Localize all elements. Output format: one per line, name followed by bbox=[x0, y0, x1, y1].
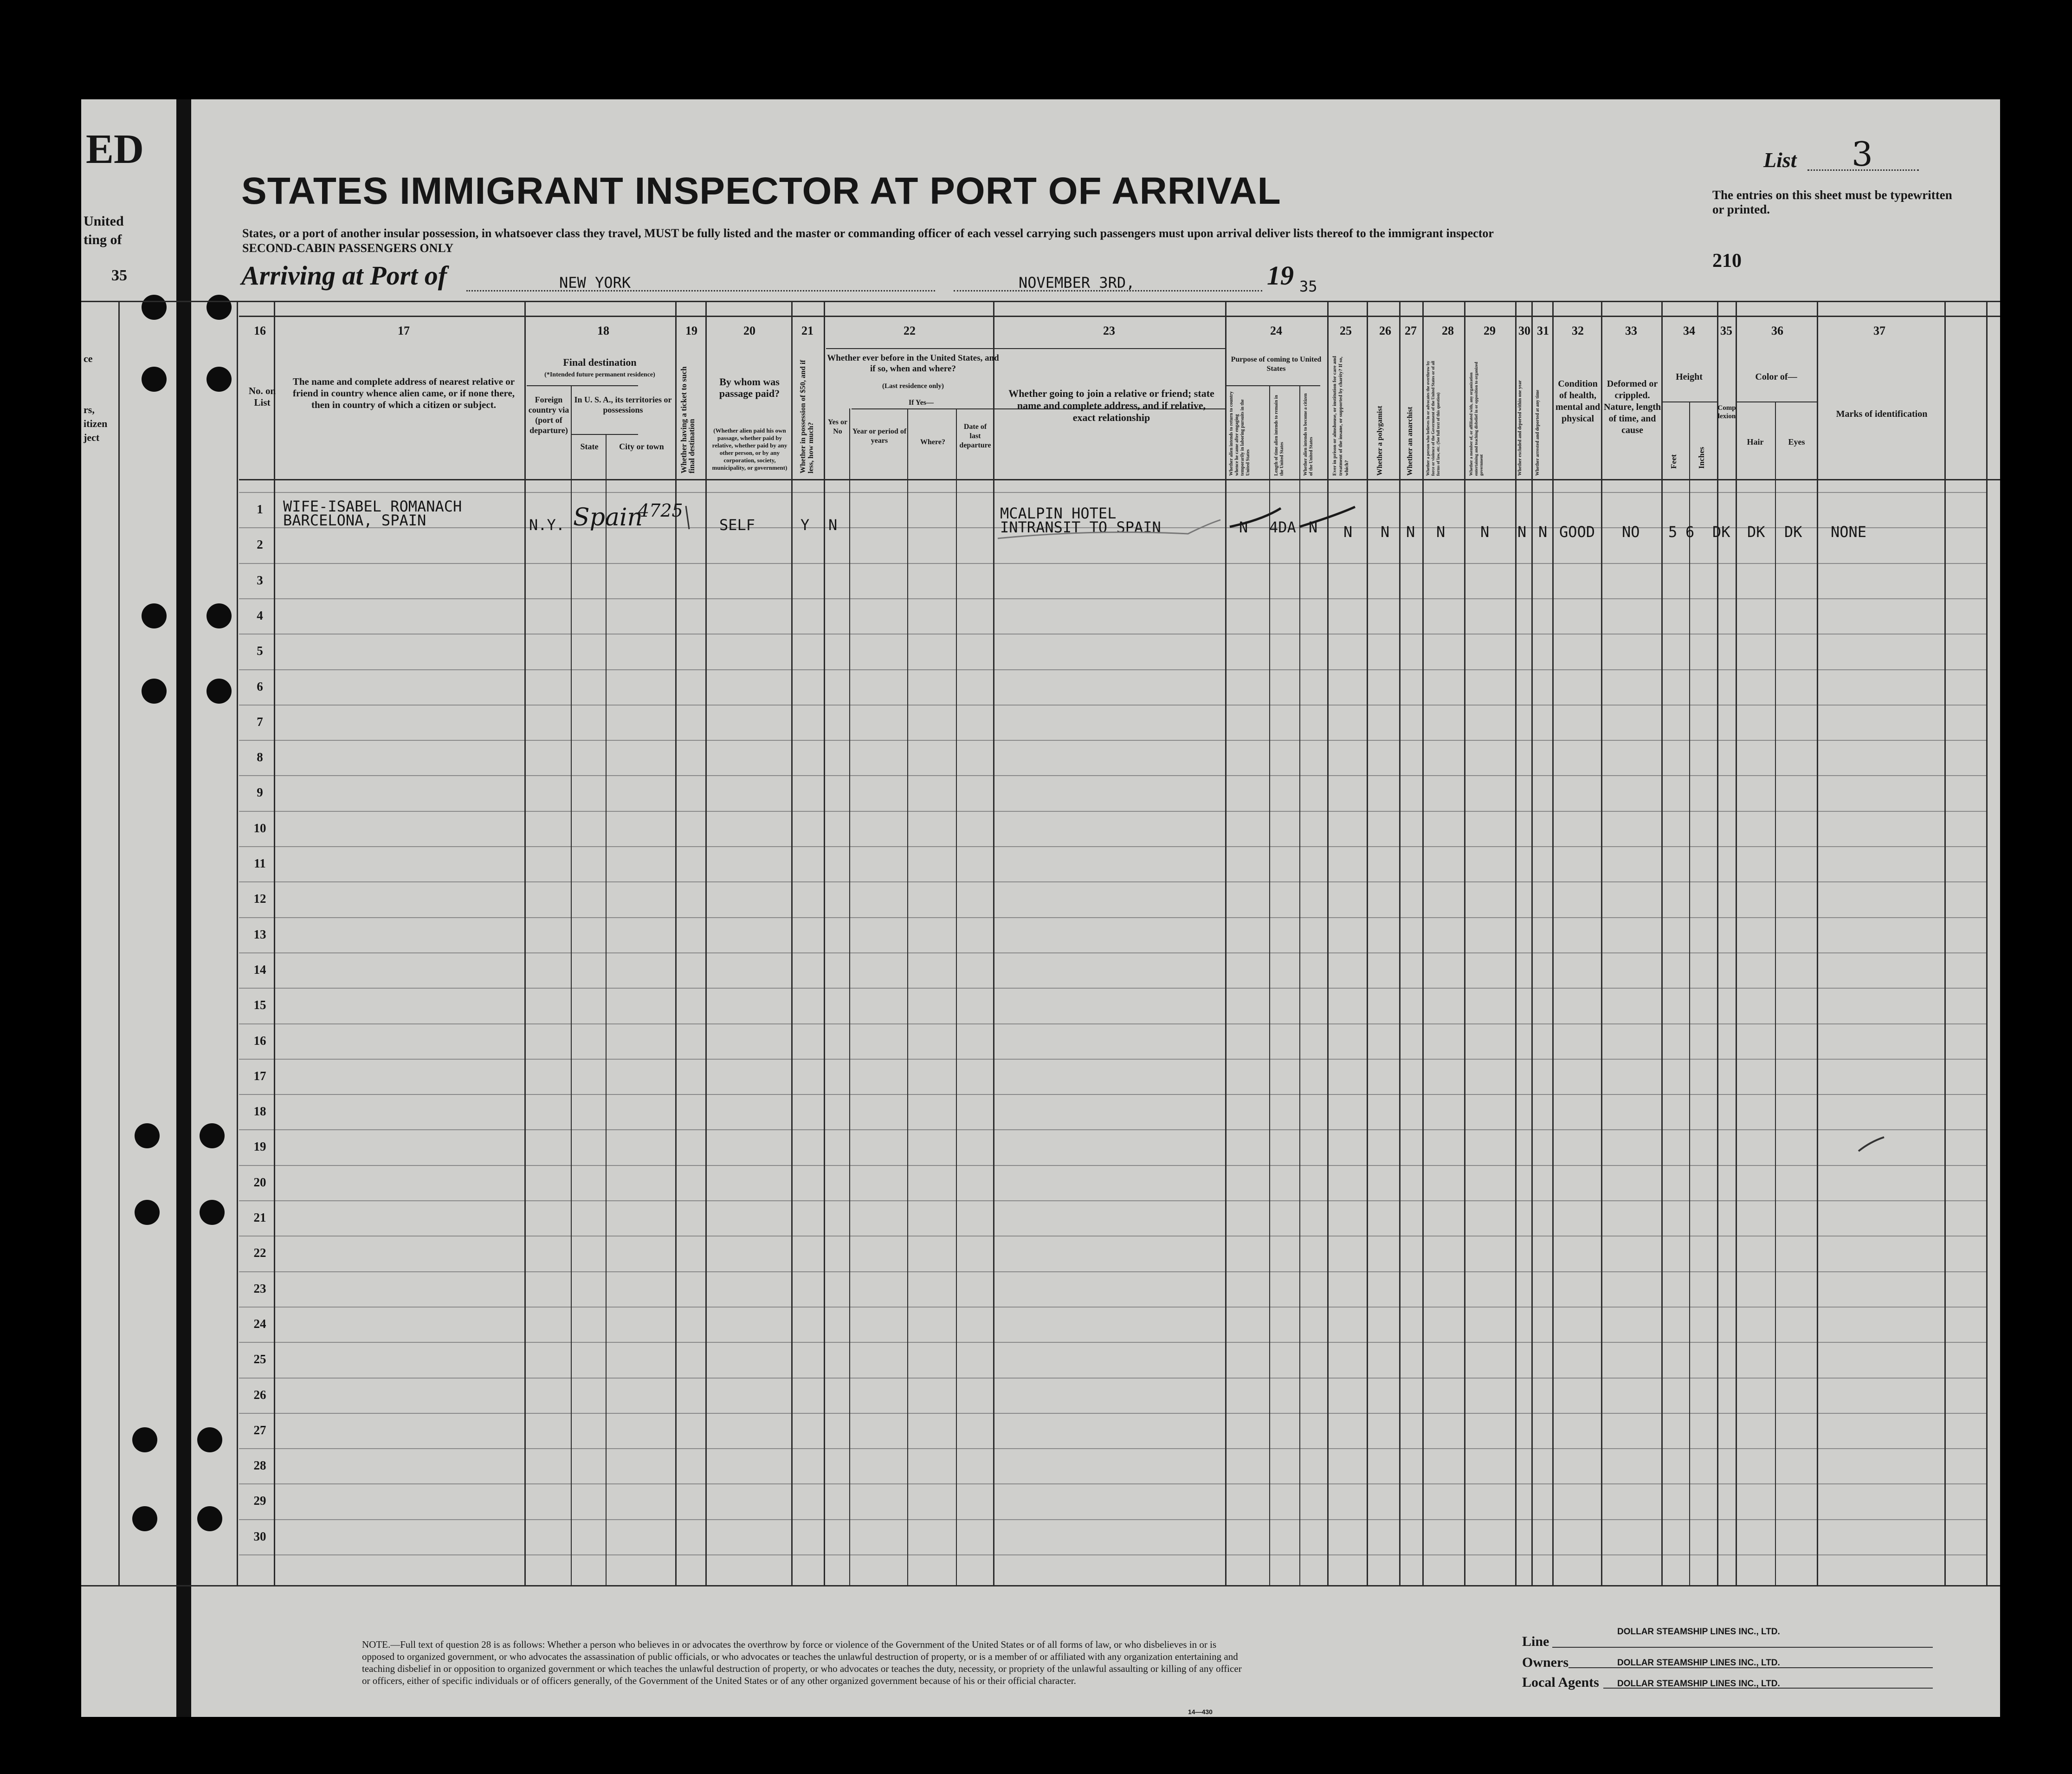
row-number: 7 bbox=[257, 715, 263, 729]
passage-paid: SELF bbox=[719, 516, 755, 534]
header-overthrow: Whether a person who believes in or advocates the overthrow by force or violence of the Government of the United States or of all forms of law, etc. (See full text of this question) bbox=[1426, 361, 1440, 476]
col-number: 37 bbox=[1873, 324, 1885, 337]
row-number: 12 bbox=[253, 892, 266, 906]
col-number: 32 bbox=[1572, 324, 1584, 337]
col-number: 21 bbox=[801, 324, 813, 337]
header-year-period: Year or period of years bbox=[852, 427, 907, 445]
row-number: 20 bbox=[253, 1175, 266, 1189]
header-purpose-length: Length of time alien intends to remain in the United States bbox=[1274, 395, 1285, 476]
col-number: 19 bbox=[685, 324, 697, 337]
eye-color: DK bbox=[1784, 523, 1802, 541]
header-arrested: Whether arrested and deported at any time bbox=[1535, 389, 1540, 476]
header-eyes: Eyes bbox=[1788, 437, 1805, 447]
header-feet: Feet bbox=[1669, 454, 1678, 469]
col-number: 26 bbox=[1379, 324, 1391, 337]
row-number: 18 bbox=[253, 1104, 266, 1118]
typewritten-note: The entries on this sheet must be typewritten or printed. bbox=[1712, 188, 1952, 216]
local-agents-value: DOLLAR STEAMSHIP LINES INC., LTD. bbox=[1617, 1679, 1780, 1689]
col-number: 29 bbox=[1484, 324, 1496, 337]
owners-value: DOLLAR STEAMSHIP LINES INC., LTD. bbox=[1617, 1658, 1780, 1668]
header-prison: Ever in prison or almshouse, or institution for care and treatment of the insane, or supported by charity? If so, which? bbox=[1332, 356, 1349, 476]
excluded: N bbox=[1517, 523, 1527, 541]
list-number: 3 bbox=[1852, 135, 1873, 174]
col-number: 31 bbox=[1537, 324, 1549, 337]
header-passage-paid: By whom was passage paid? bbox=[719, 376, 780, 399]
row-number: 19 bbox=[253, 1140, 266, 1153]
relative-name: WIFE-ISABEL ROMANACH bbox=[283, 498, 462, 515]
header-ever-before: Whether ever before in the United States, and if so, when and where? bbox=[827, 353, 999, 374]
row-number: 9 bbox=[257, 785, 263, 799]
city-handwritten: 4725 bbox=[638, 500, 683, 521]
header-marks: Marks of identification bbox=[1836, 409, 1928, 419]
col-number: 24 bbox=[1270, 324, 1282, 337]
col-number: 34 bbox=[1683, 324, 1695, 337]
row-number: 13 bbox=[253, 927, 266, 941]
col-number: 27 bbox=[1405, 324, 1417, 337]
col-number: 33 bbox=[1625, 324, 1637, 337]
row-number: 22 bbox=[253, 1246, 266, 1260]
col-number: 30 bbox=[1518, 324, 1530, 337]
row-number: 1 bbox=[257, 502, 263, 516]
ever-before: N bbox=[828, 516, 838, 534]
row-number: 2 bbox=[257, 537, 263, 551]
row-number: 17 bbox=[253, 1069, 266, 1083]
header-final-destination: Final destination bbox=[563, 356, 637, 368]
relative-address: BARCELONA, SPAIN bbox=[283, 511, 426, 529]
row-number: 30 bbox=[253, 1529, 266, 1543]
list-label: List bbox=[1763, 148, 1797, 172]
col-number: 22 bbox=[904, 324, 916, 337]
faint-scribble bbox=[998, 520, 1220, 538]
row-number: 28 bbox=[253, 1458, 266, 1472]
header-no-on-list: No. on List bbox=[248, 385, 276, 408]
date-value: NOVEMBER 3RD, bbox=[1019, 274, 1135, 291]
row-number: 23 bbox=[253, 1282, 266, 1295]
row-number: 26 bbox=[253, 1388, 266, 1402]
prison: N bbox=[1343, 523, 1353, 541]
strike-through-mark bbox=[1230, 508, 1281, 527]
line-label: Line bbox=[1522, 1634, 1549, 1649]
row-number: 10 bbox=[253, 821, 266, 835]
hair-color: DK bbox=[1747, 523, 1765, 541]
header-passage-paid-sub: (Whether alien paid his own passage, whether paid by relative, whether paid by any other person, or by any corporation, society, municipality, or government) bbox=[712, 427, 787, 471]
header-hair: Hair bbox=[1747, 437, 1764, 447]
possession-50: Y bbox=[800, 516, 810, 534]
row-number: 14 bbox=[253, 963, 266, 977]
header-nearest-relative: The name and complete address of nearest relative or friend in country whence alien came, or if none there, then in country of which a citizen or subject. bbox=[292, 376, 515, 410]
row-number: 25 bbox=[253, 1352, 266, 1366]
col-number: 25 bbox=[1340, 324, 1352, 337]
col-number: 28 bbox=[1442, 324, 1454, 337]
line-underline bbox=[1552, 1647, 1933, 1648]
header-foreign-country: Foreign country via (port of departure) bbox=[528, 395, 569, 435]
header-subtitle-1: States, or a port of another insular possession, in whatsoever class they travel, MUST be fully listed and the master or commanding officer of each vessel carrying such passengers must upon arrival deliver lists thereof to the immigrant inspector bbox=[242, 227, 1494, 240]
row-number: 5 bbox=[257, 644, 263, 658]
header-state: State bbox=[580, 442, 599, 451]
via-port: N.Y. bbox=[529, 516, 565, 534]
header-purpose-citizen: Whether alien intends to become a citizen of the United States bbox=[1303, 393, 1314, 476]
header-where: Where? bbox=[920, 438, 945, 446]
joining-line2: INTRANSIT TO SPAIN bbox=[1000, 518, 1161, 536]
col-number: 18 bbox=[597, 324, 609, 337]
marks-identification: NONE bbox=[1831, 523, 1867, 541]
header-possession-50: Whether in possession of $50, and if less, how much? bbox=[799, 360, 815, 473]
height-inches: 6 bbox=[1685, 523, 1695, 541]
year-suffix: 35 bbox=[1299, 278, 1317, 295]
row-number: 27 bbox=[253, 1423, 266, 1437]
row-number: 29 bbox=[253, 1494, 266, 1508]
left-fragment-4: 35 bbox=[111, 267, 127, 284]
page-number: 210 bbox=[1712, 250, 1742, 272]
owners-label: Owners bbox=[1522, 1655, 1569, 1670]
joining-line1: MCALPIN HOTEL bbox=[1000, 505, 1117, 522]
header-subtitle-2: SECOND-CABIN PASSENGERS ONLY bbox=[242, 241, 454, 255]
header-join-relative: Whether going to join a relative or friend; state name and complete address, and if relative, exact relationship bbox=[1008, 388, 1214, 423]
header-deformed: Deformed or crippled. Nature, length of time, and cause bbox=[1604, 379, 1661, 435]
header-inches: Inches bbox=[1697, 447, 1706, 469]
state-handwritten: Spain bbox=[573, 504, 643, 531]
footnote-question-28: NOTE.—Full text of question 28 is as follows: Whether a person who believes in or advocates the overthrow by force or violence of the Government of the United States or of all forms of law, or who disbelieves in or is opposed to organized government, or who advocates the assassination of public officials, or who advocates or teaches the unlawful destruction of property, or is a member of or affiliated with any organization entertaining and teaching disbelief in or opposition to organized government or which teaches the unlawful destruction of property, or who advocates or teaches the duty, necessity, or propriety of the unlawful assaulting or killing of any officer or officers, either of specific individuals or of officers generally, of the Government of the United States or of any other organized government because of his or their official character. bbox=[362, 1639, 1242, 1686]
page-title: STATES IMMIGRANT INSPECTOR AT PORT OF ARRIVAL bbox=[241, 170, 1281, 212]
row-number: 4 bbox=[257, 609, 263, 622]
form-number: 14—430 bbox=[1188, 1708, 1213, 1716]
left-fragment-1: ED bbox=[86, 126, 144, 172]
header-last-departure: Date of last departure bbox=[959, 423, 991, 449]
deformed: NO bbox=[1622, 523, 1640, 541]
port-value: NEW YORK bbox=[559, 274, 631, 291]
row-number: 21 bbox=[253, 1211, 266, 1224]
header-polygamist: Whether a polygamist bbox=[1376, 406, 1384, 476]
strike-through-mark bbox=[1299, 507, 1355, 527]
overthrow: N bbox=[1436, 523, 1446, 541]
left-fragment-5: ce bbox=[84, 353, 93, 364]
header-health: Condition of health, mental and physical bbox=[1555, 379, 1601, 424]
member-org: N bbox=[1480, 523, 1490, 541]
col-number: 20 bbox=[743, 324, 755, 337]
header-purpose-return: Whether alien intends to return to country whence he came after engaging temporarily in laboring pursuits in the United States bbox=[1229, 391, 1251, 476]
row-number: 11 bbox=[254, 856, 266, 870]
col-number: 36 bbox=[1771, 324, 1783, 337]
complexion: DK bbox=[1712, 523, 1730, 541]
left-fragment-7: itizen bbox=[84, 418, 108, 429]
header-anarchist: Whether an anarchist bbox=[1406, 407, 1414, 476]
header-city: City or town bbox=[619, 442, 664, 451]
header-final-destination-sub: (*Intended future permanent residence) bbox=[544, 371, 655, 378]
header-member-org: Whether a member of, or affiliated with, any organization entertaining and teaching disbelief in or opposition to organized government bbox=[1469, 362, 1484, 476]
header-yes-no: Yes or No bbox=[827, 418, 848, 435]
header-height: Height bbox=[1676, 372, 1703, 382]
row-number: 6 bbox=[257, 680, 263, 693]
header-color-of: Color of— bbox=[1755, 372, 1797, 382]
left-fragment-8: ject bbox=[84, 432, 100, 443]
anarchist: N bbox=[1406, 523, 1415, 541]
header-in-usa: In U. S. A., its territories or possessions bbox=[574, 395, 672, 414]
local-agents-label: Local Agents bbox=[1522, 1675, 1599, 1690]
left-fragment-2: United bbox=[84, 214, 124, 229]
row-number: 8 bbox=[257, 750, 263, 764]
tick-mark bbox=[1859, 1137, 1884, 1151]
header-complexion: Complexion bbox=[1717, 404, 1736, 420]
header-excluded: Whether excluded and deported within one year bbox=[1517, 380, 1523, 476]
purpose-return: N bbox=[1239, 518, 1248, 536]
purpose-length: 4DA bbox=[1269, 518, 1296, 536]
col-number: 35 bbox=[1720, 324, 1732, 337]
height-feet: 5 bbox=[1668, 523, 1678, 541]
left-fragment-6: rs, bbox=[84, 404, 95, 415]
header-ticket: Whether having a ticket to such final destination bbox=[679, 366, 696, 473]
arriving-label: Arriving at Port of bbox=[241, 260, 447, 291]
header-last-residence: (Last residence only) bbox=[882, 382, 944, 390]
health: GOOD bbox=[1559, 523, 1595, 541]
row-number: 24 bbox=[253, 1317, 266, 1331]
purpose-citizen: N bbox=[1309, 518, 1318, 536]
row-number: 3 bbox=[257, 573, 263, 587]
row-number: 16 bbox=[253, 1034, 266, 1048]
polygamist: N bbox=[1381, 523, 1390, 541]
col-number: 17 bbox=[398, 324, 410, 337]
header-if-yes: If Yes— bbox=[908, 399, 934, 407]
left-fragment-3: ting of bbox=[84, 232, 122, 247]
col-number: 16 bbox=[254, 324, 266, 337]
header-purpose: Purpose of coming to United States bbox=[1231, 356, 1322, 373]
row-number: 15 bbox=[253, 998, 266, 1012]
year-prefix: 19 bbox=[1267, 260, 1294, 291]
ticket-mark bbox=[686, 506, 689, 529]
line-value: DOLLAR STEAMSHIP LINES INC., LTD. bbox=[1617, 1627, 1780, 1637]
deported: N bbox=[1538, 523, 1548, 541]
col-number: 23 bbox=[1103, 324, 1115, 337]
